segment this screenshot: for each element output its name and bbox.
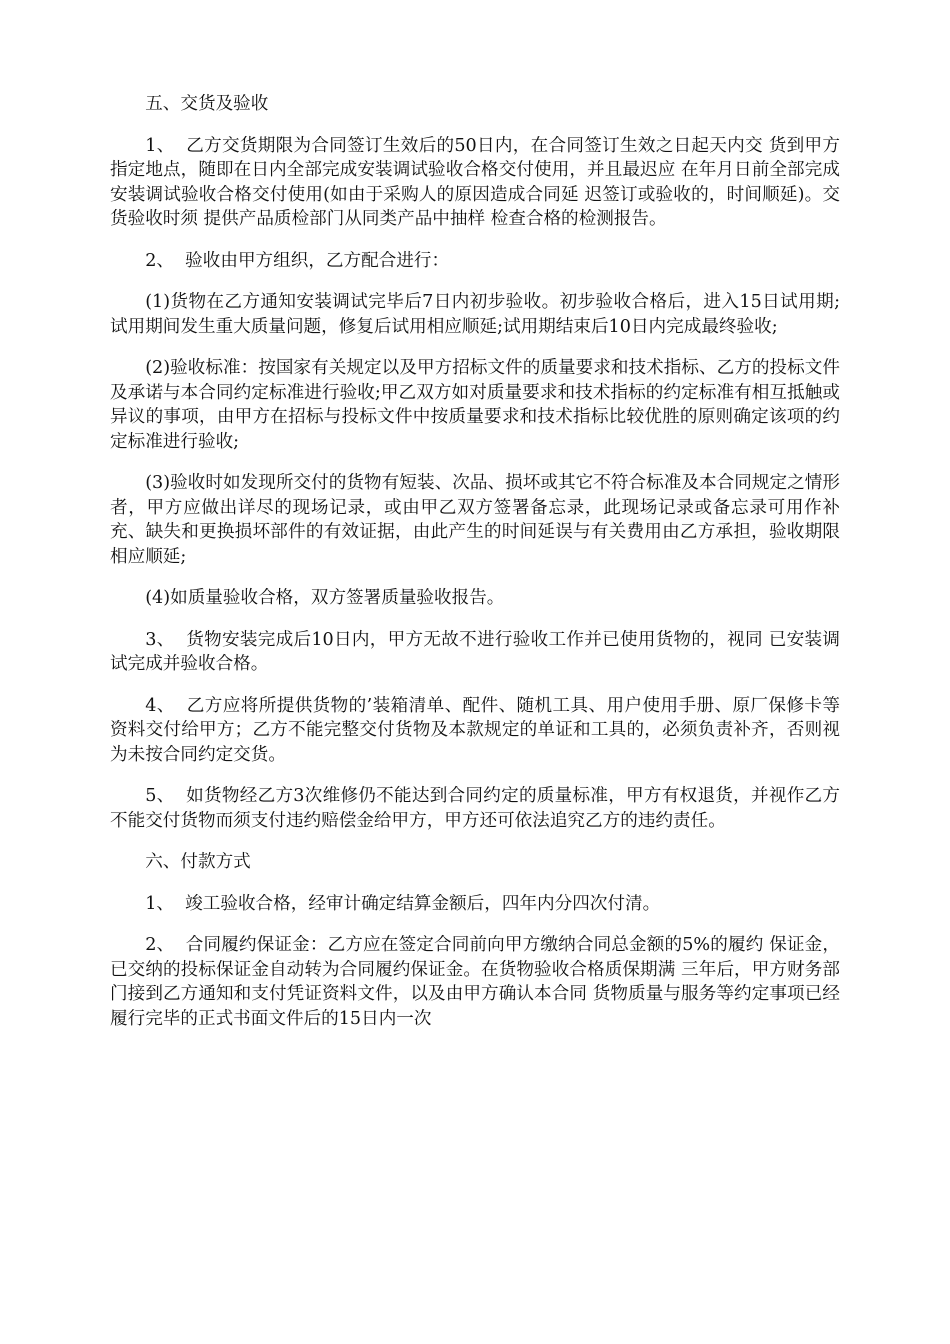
paragraph-defect-records: (3)验收时如发现所交付的货物有短装、次品、损坏或其它不符合标准及本合同规定之情形者，甲方应做出详尽的现场记录，或由甲乙双方签署备忘录，此现场记录或备忘录可用作补充、缺失和更换损坏部件的有效证据，由此产生的时间延误与有关费用由乙方承担，验收期限相应顺延;	[110, 473, 840, 567]
paragraph-acceptance-standard: (2)验收标准：按国家有关规定以及甲方招标文件的质量要求和技术指标、乙方的投标文件及承诺与本合同约定标准进行验收;甲乙双方如对质量要求和技术指标的约定标准有相互抵触或异议的事项，由甲方在招标与投标文件中按质量要求和技术指标比较优胜的原则确定该项的约定标准进行验收;	[110, 358, 840, 452]
section-heading-delivery: 五、交货及验收	[145, 94, 269, 114]
paragraph-payment-schedule: 1、 竣工验收合格，经审计确定结算金额后，四年内分四次付清。	[145, 893, 661, 914]
section-heading-payment: 六、付款方式	[145, 852, 251, 872]
paragraph-acceptance-report: (4)如质量验收合格，双方签署质量验收报告。	[145, 588, 505, 608]
paragraph-performance-bond: 2、 合同履约保证金：乙方应在签定合同前向甲方缴纳合同总金额的5%的履约 保证金，已交纳的投标保证金自动转为合同履约保证金。在货物验收合格质保期满 三年后，甲方财务部门接到乙方通知和支付凭证资料文件，以及由甲方确认本合同 货物质量与服务等约定事项已经履行完毕的正式书面文件后的15日内一次	[110, 935, 840, 1029]
paragraph-acceptance-organization: 2、 验收由甲方组织，乙方配合进行：	[145, 250, 450, 271]
paragraph-deemed-acceptance: 3、 货物安装完成后10日内，甲方无故不进行验收工作并已使用货物的，视同 已安装调试完成并验收合格。	[110, 629, 840, 674]
paragraph-preliminary-acceptance: (1)货物在乙方通知安装调试完毕后7日内初步验收。初步验收合格后，进入15日试用期;试用期间发生重大质量问题，修复后试用相应顺延;试用期结束后10日内完成最终验收;	[110, 292, 840, 337]
paragraph-return-rights: 5、 如货物经乙方3次维修仍不能达到合同约定的质量标准，甲方有权退货，并视作乙方不能交付货物而须支付违约赔偿金给甲方，甲方还可依法追究乙方的违约责任。	[110, 786, 840, 831]
paragraph-delivery-term: 1、 乙方交货期限为合同签订生效后的50日内，在合同签订生效之日起天内交 货到甲方指定地点，随即在日内全部完成安装调试验收合格交付使用，并且最迟应 在年月日前全部完成安装调试验收合格交付使用(如由于采购人的原因造成合同延 迟签订或验收的，时间顺延)。交货验收时须 提供产品质检部门从同类产品中抽样 检查合格的检测报告。	[110, 135, 840, 229]
paragraph-documents-delivery: 4、 乙方应将所提供货物的’装箱清单、配件、随机工具、用户使用手册、原厂保修卡等资料交付给甲方；乙方不能完整交付货物及本款规定的单证和工具的，必须负责补齐，否则视为未按合同约定交货。	[110, 695, 840, 765]
